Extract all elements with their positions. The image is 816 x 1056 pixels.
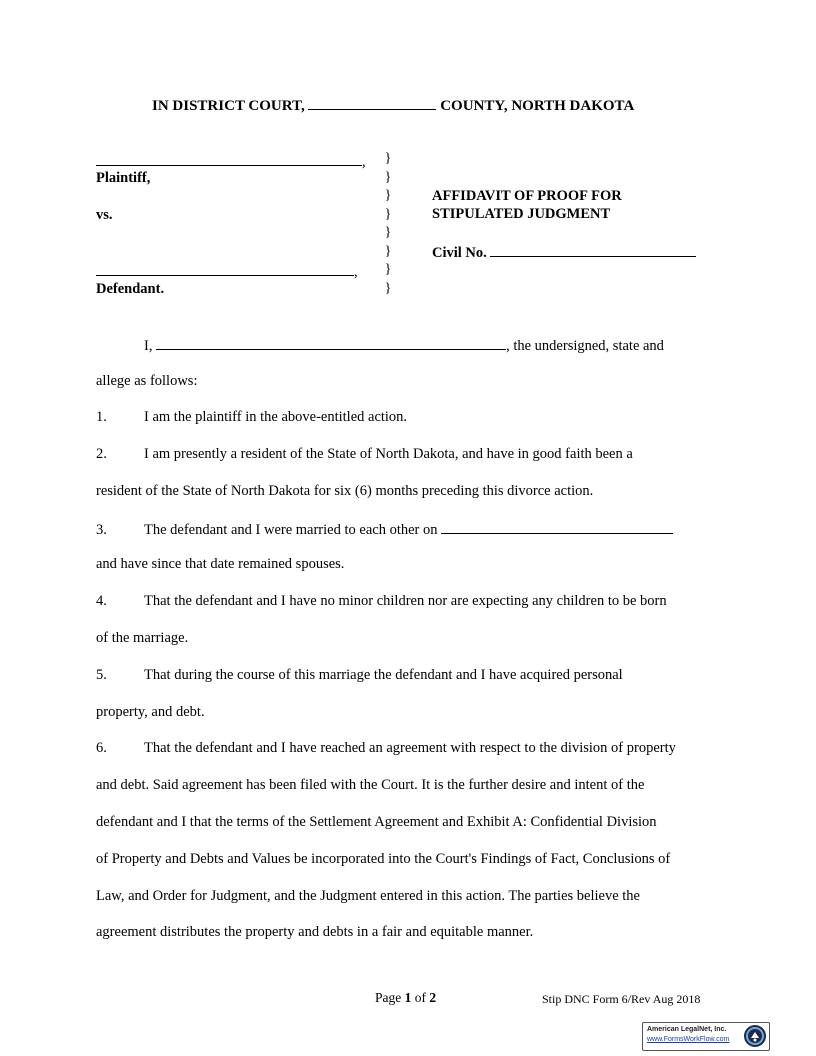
- page-word: Page: [375, 990, 402, 1005]
- civil-no-label: Civil No.: [432, 245, 487, 261]
- plaintiff-name-blank[interactable]: [96, 152, 362, 166]
- item-text: That the defendant and I have reached an agreement with respect to the division of property: [144, 740, 676, 756]
- item-text: I am the plaintiff in the above-entitled action.: [144, 409, 408, 425]
- item-6-continued: and debt. Said agreement has been filed with the Court. It is the further desire and intent of the: [96, 777, 645, 793]
- item-number: 4.: [96, 593, 107, 609]
- item-text: That during the course of this marriage the defendant and I have acquired personal: [144, 667, 623, 683]
- item-text: The defendant and I were married to each other on: [144, 522, 438, 538]
- vendor-logo-icon: [743, 1024, 767, 1048]
- vendor-url[interactable]: www.FormsWorkFlow.com: [647, 1036, 730, 1043]
- item-number: 1.: [96, 409, 107, 425]
- item-number: 5.: [96, 667, 107, 683]
- page-number: [375, 990, 436, 1006]
- form-id: [542, 992, 700, 1007]
- intro-suffix: , the undersigned, state and: [506, 338, 664, 354]
- item-text: I am presently a resident of the State of North Dakota, and have in good faith been a: [144, 446, 633, 462]
- item-number: 3.: [96, 522, 107, 538]
- defendant-comma: ,: [354, 264, 358, 280]
- caption-brace: }: [384, 225, 392, 240]
- caption-brace: }: [384, 262, 392, 277]
- court-heading-suffix: COUNTY, NORTH DAKOTA: [440, 98, 635, 114]
- vendor-name: American LegalNet, Inc.: [647, 1026, 727, 1033]
- form-date: Aug 2018: [652, 992, 701, 1006]
- item-number: 6.: [96, 740, 107, 756]
- doc-title-line1: AFFIDAVIT OF PROOF FOR: [432, 188, 622, 204]
- marriage-date-blank[interactable]: [441, 520, 673, 534]
- doc-title-line2: STIPULATED JUDGMENT: [432, 206, 611, 222]
- caption-brace: }: [384, 281, 392, 296]
- item-text: That the defendant and I have no minor children nor are expecting any children to be born: [144, 593, 667, 609]
- defendant-label: Defendant.: [96, 281, 165, 297]
- caption-brace: }: [384, 188, 392, 203]
- item-number: 2.: [96, 446, 107, 462]
- intro-prefix: I,: [144, 338, 153, 354]
- caption-brace: }: [384, 170, 392, 185]
- caption-brace: }: [384, 151, 392, 166]
- plaintiff-label: Plaintiff,: [96, 170, 151, 186]
- court-heading-prefix: IN DISTRICT COURT,: [152, 98, 305, 114]
- form-id-text: Stip DNC Form 6/Rev: [542, 992, 651, 1006]
- item-6-continued: agreement distributes the property and debts in a fair and equitable manner.: [96, 924, 534, 940]
- county-blank[interactable]: [308, 96, 436, 110]
- item-2: [96, 446, 633, 463]
- item-5: [96, 667, 623, 684]
- affiant-name-blank[interactable]: [156, 336, 506, 350]
- item-6-continued: of Property and Debts and Values be incorporated into the Court's Findings of Fact, Conclusions of: [96, 851, 671, 867]
- item-4-continued: of the marriage.: [96, 630, 189, 646]
- vendor-badge[interactable]: [642, 1022, 770, 1051]
- caption-brace: }: [384, 207, 392, 222]
- item-2-continued: resident of the State of North Dakota for six (6) months preceding this divorce action.: [96, 483, 594, 499]
- item-6-continued: Law, and Order for Judgment, and the Judgment entered in this action. The parties believe the: [96, 888, 640, 904]
- civil-no-line: [432, 243, 696, 262]
- intro-line: [144, 336, 664, 355]
- plaintiff-comma: ,: [362, 154, 366, 170]
- intro-line2: allege as follows:: [96, 373, 198, 389]
- defendant-name-blank[interactable]: [96, 262, 354, 276]
- item-6: [96, 740, 676, 757]
- item-6-continued: defendant and I that the terms of the Settlement Agreement and Exhibit A: Confidential Division: [96, 814, 657, 830]
- item-3: [96, 520, 673, 539]
- page-total: 2: [429, 990, 437, 1005]
- civil-no-blank[interactable]: [490, 243, 696, 257]
- plaintiff-name-line: [96, 152, 366, 171]
- caption-brace: }: [384, 244, 392, 259]
- item-3-continued: and have since that date remained spouses.: [96, 556, 345, 572]
- of-word: of: [414, 990, 426, 1005]
- item-4: [96, 593, 667, 610]
- defendant-name-line: [96, 262, 358, 281]
- item-5-continued: property, and debt.: [96, 704, 205, 720]
- court-heading: [152, 96, 634, 115]
- item-1: [96, 409, 407, 426]
- page-current: 1: [404, 990, 412, 1005]
- vs-label: vs.: [96, 207, 113, 223]
